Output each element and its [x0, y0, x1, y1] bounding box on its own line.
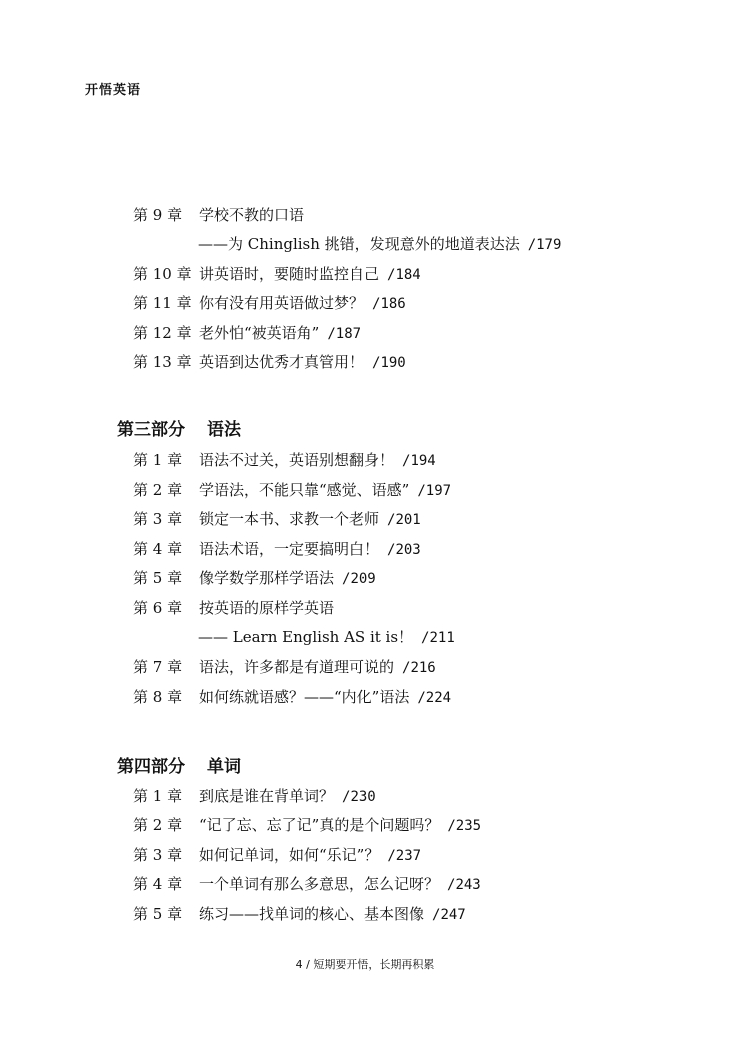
toc-subtitle — [198, 625, 455, 649]
toc-entry — [133, 350, 406, 374]
toc-entry — [133, 872, 481, 896]
chapter-number: 第 4 章 — [133, 875, 183, 893]
chapter-title: 语法，许多都是有道理可说的 — [199, 658, 395, 676]
chapter-title: 如何练就语感？——“内化”语法 — [199, 688, 410, 706]
chapter-number: 第 11 章 — [133, 294, 192, 312]
chapter-title: “记了忘、忘了记”真的是个问题吗？ — [199, 816, 440, 834]
page-ref: /209 — [342, 571, 376, 587]
toc-entry — [133, 448, 436, 472]
page-ref: /186 — [372, 296, 406, 312]
part-number: 第三部分 — [117, 420, 185, 440]
toc-entry — [133, 843, 421, 867]
page-ref: /224 — [417, 690, 452, 706]
chapter-title: 锁定一本书、求教一个老师 — [199, 510, 380, 528]
toc-entry — [133, 596, 334, 620]
page-ref: /194 — [402, 453, 436, 469]
page-ref: /203 — [387, 542, 421, 558]
chapter-number: 第 6 章 — [133, 599, 183, 617]
chapter-number: 第 1 章 — [133, 451, 183, 469]
chapter-number: 第 1 章 — [133, 787, 183, 805]
chapter-number: 第 2 章 — [133, 816, 183, 834]
toc-entry — [133, 537, 421, 561]
toc-entry — [133, 813, 481, 837]
page-footer: 4 / 短期要开悟，长期再积累 — [295, 958, 435, 971]
chapter-title: 讲英语时，要随时监控自己 — [199, 265, 380, 283]
chapter-number: 第 3 章 — [133, 510, 183, 528]
toc-entry — [133, 784, 376, 808]
toc-entry — [133, 203, 304, 227]
toc-entry — [133, 902, 466, 926]
toc-entry — [133, 507, 421, 531]
chapter-title: 学校不教的口语 — [199, 206, 305, 224]
part-title: 单词 — [207, 757, 241, 777]
chapter-subtitle: —— Learn English AS it is！ — [198, 628, 414, 646]
page-ref: /190 — [372, 355, 406, 371]
toc-entry — [133, 262, 421, 286]
chapter-number: 第 8 章 — [133, 688, 183, 706]
page-ref: /201 — [387, 512, 421, 528]
page-ref: /237 — [387, 848, 422, 864]
chapter-number: 第 4 章 — [133, 540, 183, 558]
toc-entry — [133, 321, 361, 345]
page-ref: /230 — [342, 789, 376, 805]
page-ref: /247 — [432, 907, 466, 923]
page-ref: /197 — [417, 483, 452, 499]
part-heading — [117, 416, 241, 444]
toc-entry — [133, 478, 451, 502]
chapter-number: 第 12 章 — [133, 324, 192, 342]
part-heading — [117, 753, 241, 781]
part-title: 语法 — [207, 420, 241, 440]
page-ref: /243 — [447, 877, 481, 893]
chapter-title: 到底是谁在背单词？ — [199, 787, 335, 805]
chapter-title: 练习——找单词的核心、基本图像 — [199, 905, 425, 923]
chapter-title: 英语到达优秀才真管用！ — [199, 353, 365, 371]
chapter-title: 学语法，不能只靠“感觉、语感” — [199, 481, 410, 499]
chapter-title: 语法术语，一定要搞明白！ — [199, 540, 380, 558]
toc-entry — [133, 291, 406, 315]
chapter-title: 你有没有用英语做过梦？ — [199, 294, 365, 312]
chapter-title: 按英语的原样学英语 — [199, 599, 335, 617]
page-ref: /211 — [421, 630, 455, 646]
chapter-title: 如何记单词，如何“乐记”？ — [199, 846, 380, 864]
chapter-title: 像学数学那样学语法 — [199, 569, 335, 587]
toc-entry — [133, 685, 451, 709]
chapter-number: 第 5 章 — [133, 569, 183, 587]
toc-entry — [133, 566, 376, 590]
chapter-number: 第 13 章 — [133, 353, 192, 371]
chapter-number: 第 10 章 — [133, 265, 192, 283]
chapter-subtitle: ——为 Chinglish 挑错，发现意外的地道表达法 — [198, 235, 520, 253]
chapter-title: 一个单词有那么多意思，怎么记呀？ — [199, 875, 440, 893]
page-ref: /235 — [447, 818, 482, 834]
chapter-number: 第 7 章 — [133, 658, 183, 676]
running-head: 开悟英语 — [85, 83, 142, 98]
page-ref: /216 — [402, 660, 436, 676]
toc-subtitle — [198, 232, 561, 256]
page-ref: /179 — [527, 237, 562, 253]
page-ref: /184 — [387, 267, 421, 283]
page-ref: /187 — [327, 326, 362, 342]
chapter-number: 第 2 章 — [133, 481, 183, 499]
toc-entry — [133, 655, 436, 679]
chapter-number: 第 3 章 — [133, 846, 183, 864]
chapter-number: 第 9 章 — [133, 206, 183, 224]
part-number: 第四部分 — [117, 757, 185, 777]
chapter-number: 第 5 章 — [133, 905, 183, 923]
chapter-title: 老外怕“被英语角” — [199, 324, 320, 342]
chapter-title: 语法不过关，英语别想翻身！ — [199, 451, 395, 469]
